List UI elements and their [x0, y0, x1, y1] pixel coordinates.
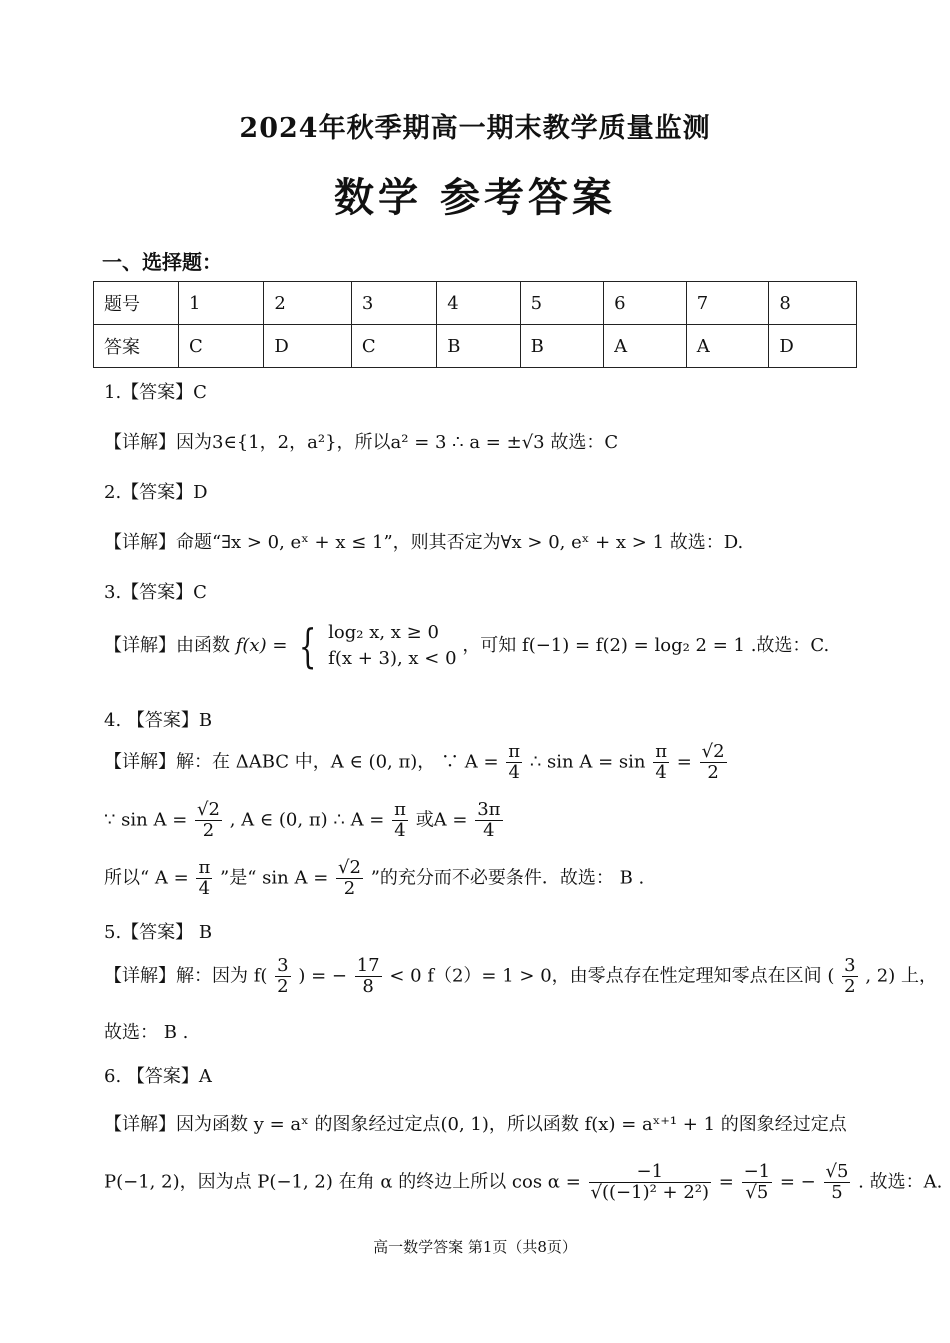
text: ∵ sin A =: [104, 809, 188, 831]
table-cell: 2: [264, 282, 352, 325]
piecewise-cases: [328, 620, 456, 672]
text: ”的充分而不必要条件．故选： B .: [370, 867, 645, 889]
q2-detail: 【详解】命题“∃x > 0, eˣ + x ≤ 1”，则其否定为∀x > 0, eˣ + x > 1 故选：D.: [104, 532, 744, 553]
numerator: −1: [743, 1161, 771, 1182]
q3-detail-suffix: ，可知 f(−1) = f(2) = log₂ 2 = 1 .故选：C.: [462, 635, 830, 656]
fraction-3pi-over-4: [475, 800, 502, 841]
fraction-root2-over-2: [336, 858, 363, 899]
denominator: 2: [277, 976, 289, 997]
table-cell: 4: [437, 282, 520, 325]
q1-detail: 【详解】因为3∈{1，2，a²}，所以a² = 3 ∴ a = ±√3 故选：C: [104, 432, 619, 453]
text: =: [718, 1171, 734, 1193]
table-cell: 6: [604, 282, 687, 325]
table-cell: C: [351, 325, 436, 368]
numerator: 3: [277, 955, 289, 976]
q3-detail-prefix: 【详解】由函数: [104, 635, 230, 656]
numerator: √2: [701, 741, 725, 762]
fraction-pi-over-4: [506, 742, 522, 783]
table-cell: B: [437, 325, 520, 368]
q6-line-1: 【详解】因为函数 y = aˣ 的图象经过定点(0, 1)，所以函数 f(x) = aˣ⁺¹ + 1 的图象经过定点: [104, 1114, 847, 1135]
fraction-pi-over-4: [196, 858, 212, 899]
denominator: √5: [745, 1182, 769, 1203]
numerator: π: [655, 741, 668, 762]
table-cell: 3: [351, 282, 436, 325]
numerator: √2: [197, 799, 220, 820]
denominator: 4: [655, 762, 667, 783]
denominator: 5: [831, 1182, 843, 1203]
numerator: √5: [825, 1161, 849, 1182]
table-cell: C: [179, 325, 264, 368]
fraction-17-over-8: [355, 956, 382, 997]
row-label-number: 题号: [94, 282, 179, 325]
numerator: π: [198, 857, 211, 878]
q3-func-lhs: f(x) =: [235, 635, 288, 656]
table-cell: B: [520, 325, 603, 368]
text: 所以“ A =: [104, 867, 189, 889]
q1-answer: 1.【答案】C: [104, 382, 207, 403]
denominator: 4: [394, 820, 406, 841]
section-heading: 一、选择题：: [102, 250, 222, 274]
table-row-numbers: [94, 282, 857, 325]
numerator: 3π: [477, 799, 501, 820]
q4-answer: 4. 【答案】B: [104, 710, 213, 731]
q5-answer: 5.【答案】 B: [104, 922, 213, 943]
q3-answer: 3.【答案】C: [104, 582, 207, 603]
denominator: 2: [343, 878, 356, 899]
case-1: log₂ x, x ≥ 0: [328, 622, 439, 643]
text: ∴ sin A = sin: [529, 751, 646, 773]
fraction-root2-over-2: [195, 800, 222, 841]
numerator: π: [394, 799, 406, 820]
q6-answer: 6. 【答案】A: [104, 1066, 212, 1087]
numerator: π: [508, 741, 521, 762]
denominator: 4: [483, 820, 495, 841]
table-cell: 8: [769, 282, 857, 325]
q5-line-1: [104, 956, 937, 997]
q4-line-1: [104, 742, 729, 783]
fraction-root2-over-2: [700, 742, 727, 783]
table-cell: D: [769, 325, 857, 368]
text: ) = −: [298, 965, 347, 987]
table-row-answers: [94, 325, 857, 368]
text: 或A =: [415, 809, 468, 831]
text: P(−1, 2)，因为点 P(−1, 2) 在角 α 的终边上所以 cos α =: [104, 1171, 581, 1193]
answer-table: [93, 281, 857, 368]
denominator: 2: [707, 762, 719, 783]
fraction-3-over-2: [842, 956, 857, 997]
text: , 2) 上，: [865, 965, 937, 987]
denominator: 2: [844, 976, 856, 997]
left-brace-icon: {: [298, 619, 317, 673]
denominator: 2: [202, 820, 215, 841]
text: =: [676, 751, 692, 773]
fraction-root5-over-5: [824, 1162, 851, 1203]
text: 【详解】解：在 ΔABC 中，A ∈ (0, π)， ∵ A =: [104, 751, 499, 773]
numerator: 17: [356, 955, 380, 976]
table-cell: 7: [686, 282, 769, 325]
page-footer: 高一数学答案 第1页（共8页）: [373, 1238, 577, 1256]
text: < 0 f（2）= 1 > 0，由零点存在性定理知零点在区间 (: [389, 965, 835, 987]
q5-line-2: 故选： B .: [104, 1022, 189, 1043]
numerator: −1: [589, 1162, 712, 1183]
table-cell: D: [264, 325, 352, 368]
text: 【详解】解：因为 f(: [104, 965, 268, 987]
page-title: 2024年秋季期高一期末教学质量监测: [239, 113, 711, 144]
q4-line-2: [104, 800, 505, 841]
fraction-3-over-2: [275, 956, 290, 997]
table-cell: A: [604, 325, 687, 368]
text: , A ∈ (0, π) ∴ A =: [229, 809, 385, 831]
q3-detail: [104, 620, 829, 672]
case-2: f(x + 3), x < 0: [328, 648, 457, 669]
table-cell: A: [686, 325, 769, 368]
denominator: √((−1)² + 2²): [590, 1182, 710, 1203]
text: . 故选：A.: [858, 1171, 943, 1193]
row-label-answer: 答案: [94, 325, 179, 368]
denominator: 4: [508, 762, 520, 783]
fraction-pi-over-4: [653, 742, 669, 783]
q2-answer: 2.【答案】D: [104, 482, 208, 503]
page-subtitle: 数学 参考答案: [334, 174, 616, 221]
q6-line-2: [104, 1162, 942, 1203]
text: = −: [779, 1171, 816, 1193]
q4-line-3: [104, 858, 644, 899]
text: ”是“ sin A =: [220, 867, 329, 889]
fraction-neg1-over-root5: [742, 1162, 773, 1203]
numerator: 3: [844, 955, 856, 976]
denominator: 4: [198, 878, 211, 899]
fraction-pi-over-4: [392, 800, 408, 841]
table-cell: 5: [520, 282, 603, 325]
fraction-cos-alpha: [589, 1162, 712, 1203]
denominator: 8: [362, 976, 374, 997]
table-cell: 1: [179, 282, 264, 325]
numerator: √2: [338, 857, 361, 878]
